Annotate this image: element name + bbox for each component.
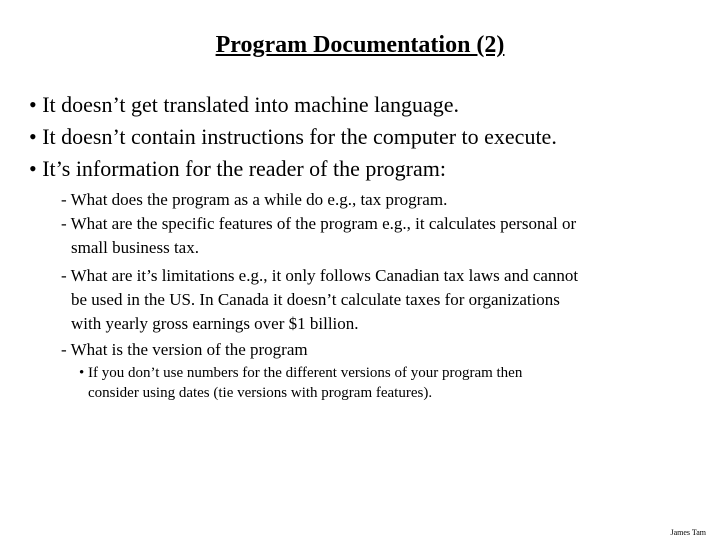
footer-author: James Tam xyxy=(670,528,706,537)
sub-bullet-program-features-continued: small business tax. xyxy=(71,238,199,257)
sub-bullet-program-version: - What is the version of the program xyxy=(61,340,308,359)
sub-sub-bullet-version-dates: • If you don’t use numbers for the different versions of your program then xyxy=(79,365,523,381)
bullet-reader-information: • It’s information for the reader of the program: xyxy=(29,156,447,181)
sub-bullet-program-limitations-continued-1: be used in the US. In Canada it doesn’t calculate taxes for organizations xyxy=(71,290,560,309)
bullet-machine-language: • It doesn’t get translated into machine language. xyxy=(29,92,460,117)
bullet-no-instructions: • It doesn’t contain instructions for the computer to execute. xyxy=(29,124,557,149)
sub-bullet-program-limitations: - What are it’s limitations e.g., it only follows Canadian tax laws and cannot xyxy=(61,266,579,285)
sub-bullet-program-features: - What are the specific features of the program e.g., it calculates personal or xyxy=(61,214,577,233)
sub-bullet-program-limitations-continued-2: with yearly gross earnings over $1 billion. xyxy=(71,314,359,333)
sub-bullet-program-purpose: - What does the program as a while do e.g., tax program. xyxy=(61,190,448,209)
slide-title: Program Documentation (2) xyxy=(215,32,505,58)
sub-sub-bullet-version-dates-continued: consider using dates (tie versions with program features). xyxy=(88,385,433,401)
